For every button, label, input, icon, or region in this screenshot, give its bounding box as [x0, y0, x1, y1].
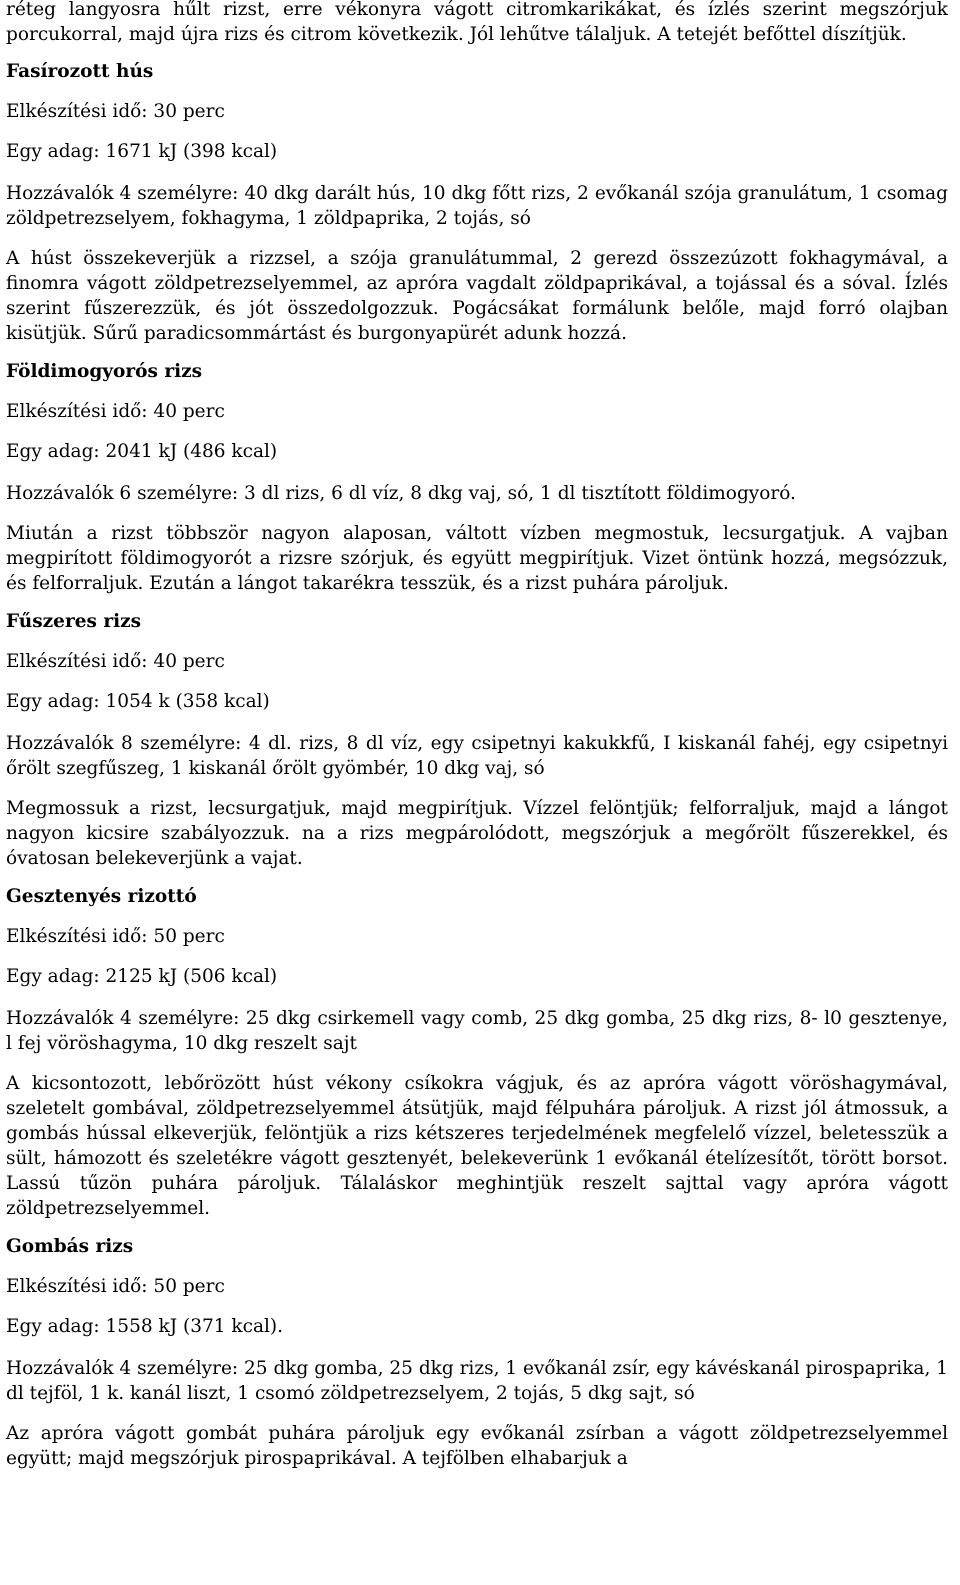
recipe-portion: Egy adag: 1054 k (358 kcal): [6, 691, 270, 712]
recipe-portion: Egy adag: 1558 kJ (371 kcal).: [6, 1316, 284, 1337]
recipe-prep-time: Elkészítési idő: 50 perc: [6, 1276, 225, 1297]
recipe-portion: Egy adag: 2125 kJ (506 kcal): [6, 966, 278, 987]
recipe-title: Földimogyorós rizs: [6, 361, 203, 382]
recipe-prep-time: Elkészítési idő: 40 perc: [6, 401, 225, 422]
recipe-steps: Megmossuk a rizst, lecsurgatjuk, majd megpirítjuk. Vízzel felöntjük; felforraljuk, majd a lángot nagyon kicsire szabályozzuk. na a rizs megpárolódott, megszórjuk a megőrölt fűszerekkel, és óvatosan belekeverjünk a vajat.: [6, 798, 948, 869]
recipe-title: Fasírozott hús: [6, 61, 154, 82]
recipe-ingredients: Hozzávalók 4 személyre: 40 dkg darált hús, 10 dkg főtt rizs, 2 evőkanál szója granulátum, 1 csomag zöldpetrezselyem, fokhagyma, 1 zöldpaprika, 2 tojás, só: [6, 183, 948, 229]
recipe-title: Gesztenyés rizottó: [6, 886, 197, 907]
intro-paragraph: réteg langyosra hűlt rizst, erre vékonyra vágott citromkarikákat, és ízlés szerint megszórjuk porcukorral, majd újra rizs és citrom következik. Jól lehűtve tálaljuk. A tetejét befőttel díszítjük.: [6, 0, 948, 45]
recipe-steps: A húst összekeverjük a rizzsel, a szója granulátummal, 2 gerezd összezúzott fokhagymával, a finomra vágott zöldpetrezselyemmel, az apróra vagdalt zöldpaprikával, a tojással és a sóval. Ízlés szerint fűszerezzük, és jót összedolgozzuk. Pogácsákat formálunk belőle, majd forró olajban kisütjük. Sűrű paradicsommártást és burgonyapürét adunk hozzá.: [6, 248, 948, 344]
recipe-steps: Az apróra vágott gombát puhára pároljuk egy evőkanál zsírban a vágott zöldpetrezselyemmel együtt; majd megszórjuk pirospaprikával. A tejfölben elhabarjuk a: [6, 1423, 948, 1469]
recipe-fuszeres-rizs: [6, 609, 948, 871]
recipe-steps: Miután a rizst többször nagyon alaposan, váltott vízben megmostuk, lecsurgatjuk. A vajban megpirított földimogyorót a rizsre szórjuk, és együtt megpirítjuk. Vizet öntünk hozzá, megsózzuk, és felforraljuk. Ezután a lángot takarékra tesszük, és a rizst puhára pároljuk.: [6, 523, 948, 594]
recipe-fasirozott-hus: [6, 59, 948, 346]
recipe-steps: A kicsontozott, lebőrözött húst vékony csíkokra vágjuk, és az apróra vágott vöröshagymával, szeletelt gombával, zöldpetrezselyemmel átsütjük, majd félpuhára pároljuk. A rizst jól átmossuk, a gombás hússal elkeverjük, felöntjük a rizs kétszeres terjedelmének megfelelő vízzel, beletesszük a sült, hámozott és szeletékre vágott gesztenyét, belekeverünk 1 evőkanál ételízesítőt, törött borsot. Lassú tűzön puhára pároljuk. Tálaláskor meghintjük reszelt sajttal vagy apróra vágott zöldpetrezselyemmel.: [6, 1073, 948, 1219]
recipe-portion: Egy adag: 2041 kJ (486 kcal): [6, 441, 278, 462]
recipe-ingredients: Hozzávalók 4 személyre: 25 dkg csirkemell vagy comb, 25 dkg gomba, 25 dkg rizs, 8- l0 gesztenye, l fej vöröshagyma, 10 dkg reszelt sajt: [6, 1008, 948, 1054]
recipe-portion: Egy adag: 1671 kJ (398 kcal): [6, 141, 278, 162]
recipe-title: Gombás rizs: [6, 1236, 134, 1257]
recipe-gombas-rizs: [6, 1234, 948, 1471]
recipe-ingredients: Hozzávalók 8 személyre: 4 dl. rizs, 8 dl víz, egy csipetnyi kakukkfű, I kiskanál fahéj, egy csipetnyi őrölt szegfűszeg, 1 kiskanál őrölt gyömbér, 10 dkg vaj, só: [6, 733, 948, 779]
recipe-prep-time: Elkészítési idő: 30 perc: [6, 101, 225, 122]
recipe-title: Fűszeres rizs: [6, 611, 142, 632]
recipe-prep-time: Elkészítési idő: 40 perc: [6, 651, 225, 672]
document-page: [6, 0, 948, 1471]
recipe-gesztenyes-rizotto: [6, 884, 948, 1221]
recipe-ingredients: Hozzávalók 6 személyre: 3 dl rizs, 6 dl víz, 8 dkg vaj, só, 1 dl tisztított földimogyoró.: [6, 483, 796, 504]
recipe-foldimogyoros-rizs: [6, 359, 948, 596]
recipe-ingredients: Hozzávalók 4 személyre: 25 dkg gomba, 25 dkg rizs, 1 evőkanál zsír, egy kávéskanál pirospaprika, 1 dl tejföl, 1 k. kanál liszt, 1 csomó zöldpetrezselyem, 2 tojás, 5 dkg sajt, só: [6, 1358, 948, 1404]
recipe-prep-time: Elkészítési idő: 50 perc: [6, 926, 225, 947]
